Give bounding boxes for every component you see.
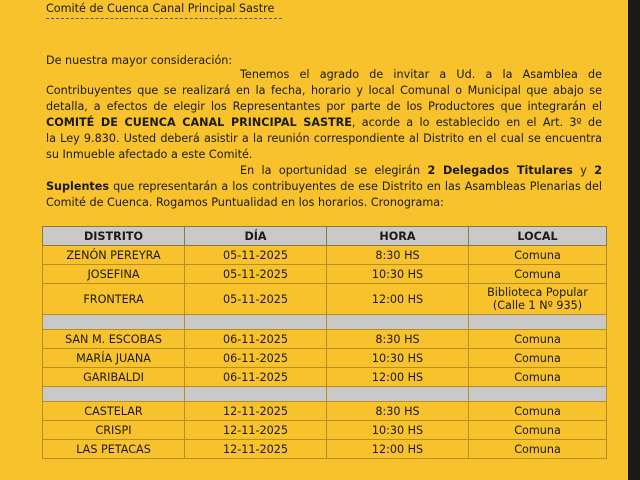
cell-local: Comuna [469,368,607,387]
column-header-distrito: DISTRITO [43,227,185,246]
cell-hora: 12:00 HS [327,368,469,387]
paragraph-1-line-4-rest: , acorde a lo establecido en el Art. 3º de [351,116,602,129]
cell-local: Comuna [469,421,607,440]
heading-divider [46,18,282,19]
separator-cell [327,387,469,402]
cell-dia: 06-11-2025 [185,368,327,387]
table-row [43,284,607,315]
greeting: De nuestra mayor consideración: [46,54,233,67]
separator-cell [469,315,607,330]
separator-cell [327,315,469,330]
committee-name-bold: COMITÉ DE CUENCA CANAL PRINCIPAL SASTRE [46,116,352,129]
table-row [43,402,607,421]
committee-heading: Comité de Cuenca Canal Principal Sastre [46,2,275,15]
cell-dia: 12-11-2025 [185,402,327,421]
delegates-count: 2 [594,164,602,177]
separator-cell [185,315,327,330]
paragraph-1-line-1: Tenemos el agrado de invitar a Ud. a la Asamblea de [240,68,602,81]
cell-dia: 05-11-2025 [185,246,327,265]
table-row [43,265,607,284]
cell-dia: 05-11-2025 [185,265,327,284]
cell-distrito: FRONTERA [43,284,185,315]
cell-distrito: ZENÓN PEREYRA [43,246,185,265]
cell-hora: 10:30 HS [327,421,469,440]
table-row [43,349,607,368]
paragraph-2-line-2 [46,180,602,194]
cell-local: Comuna [469,440,607,459]
separator-cell [43,315,185,330]
cell-hora: 12:00 HS [327,440,469,459]
cell-distrito: LAS PETACAS [43,440,185,459]
cell-distrito: GARIBALDI [43,368,185,387]
cell-dia: 06-11-2025 [185,330,327,349]
cell-hora: 8:30 HS [327,330,469,349]
cell-distrito: CRISPI [43,421,185,440]
cell-local: Comuna [469,349,607,368]
table-row [43,246,607,265]
right-dark-edge [628,0,640,480]
schedule-table [42,226,607,459]
separator-cell [43,387,185,402]
suplentes-label: Suplentes [46,180,110,193]
cell-local: Comuna [469,265,607,284]
table-row [43,440,607,459]
column-header-hora: HORA [327,227,469,246]
paragraph-1-line-3: detalla, a efectos de elegir los Representantes por parte de los Productores que integrarán el [46,100,602,113]
paragraph-2-line-2-rest: que representarán a los contribuyentes de ese Distrito en las Asambleas Plenarias del [109,180,602,193]
column-header-local: LOCAL [469,227,607,246]
table-row [43,368,607,387]
cell-local: Comuna [469,402,607,421]
paragraph-2-conj: y [572,164,595,177]
group-separator-row [43,387,607,402]
cell-dia: 12-11-2025 [185,421,327,440]
cell-hora: 10:30 HS [327,265,469,284]
cell-hora: 12:00 HS [327,284,469,315]
paragraph-1-line-2: Contribuyentes que se realizará en la fecha, horario y local Comunal o Municipal que abajo se [46,84,602,97]
separator-cell [185,387,327,402]
cell-distrito: JOSEFINA [43,265,185,284]
delegates-titulares: 2 Delegados Titulares [427,164,573,177]
group-separator-row [43,315,607,330]
paragraph-2-intro: En la oportunidad se elegirán [240,164,428,177]
cell-distrito: CASTELAR [43,402,185,421]
table-header-row [43,227,607,246]
cell-hora: 8:30 HS [327,246,469,265]
paragraph-2-line-1 [240,164,602,178]
paragraph-1-line-5: la Ley 9.830. Usted deberá asistir a la reunión correspondiente al Distrito en el cual se encuentra [46,132,602,145]
separator-cell [469,387,607,402]
cell-dia: 12-11-2025 [185,440,327,459]
table-row [43,421,607,440]
cell-local: Biblioteca Popular (Calle 1 Nº 935) [469,284,607,315]
paragraph-1-line-6: su Inmueble afectado a este Comité. [46,148,253,161]
paragraph-1-line-4 [46,116,602,130]
cell-distrito: SAN M. ESCOBAS [43,330,185,349]
cell-hora: 10:30 HS [327,349,469,368]
schedule-body [43,246,607,459]
cell-dia: 05-11-2025 [185,284,327,315]
cell-hora: 8:30 HS [327,402,469,421]
cell-distrito: MARÍA JUANA [43,349,185,368]
cell-dia: 06-11-2025 [185,349,327,368]
column-header-dia: DÍA [185,227,327,246]
cell-local: Comuna [469,246,607,265]
cell-local: Comuna [469,330,607,349]
table-row [43,330,607,349]
paragraph-2-line-3: Comité de Cuenca. Rogamos Puntualidad en los horarios. Cronograma: [46,196,444,209]
